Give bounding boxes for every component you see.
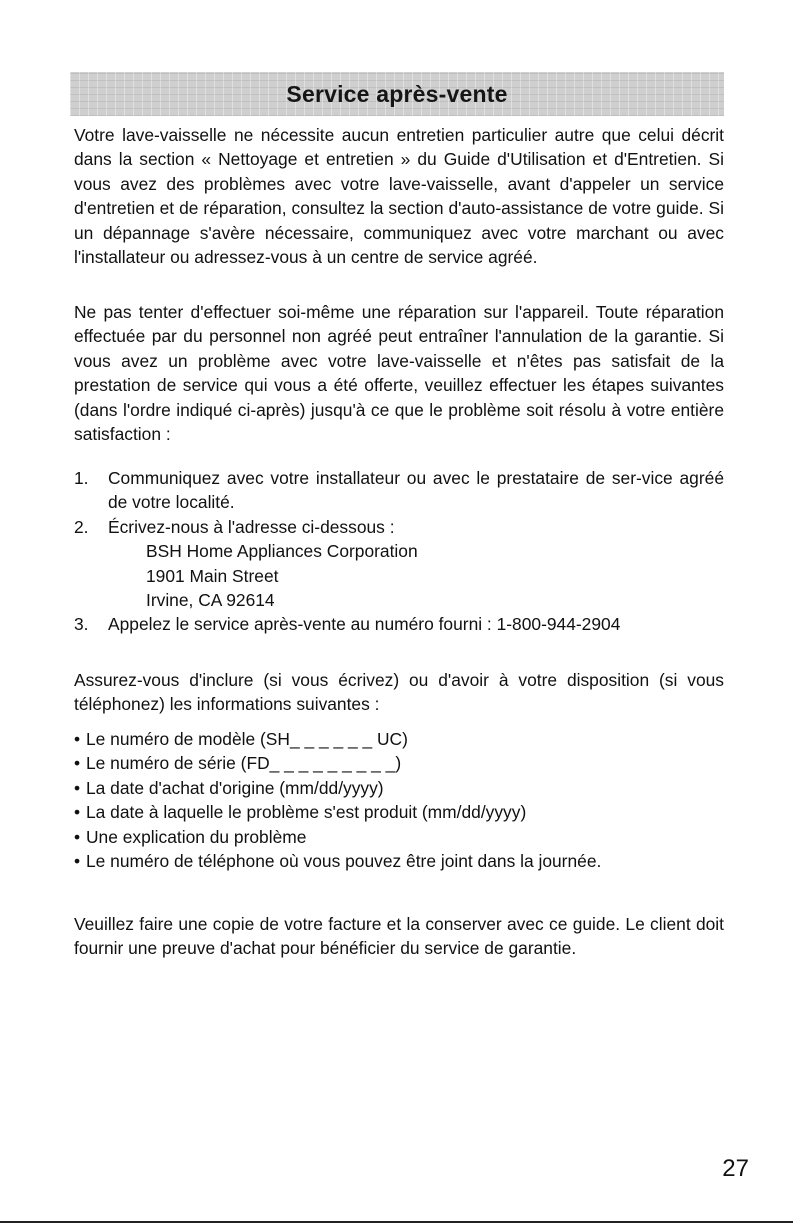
steps-list (74, 466, 724, 637)
bullet-item: • Une explication du problème (74, 825, 724, 849)
warning-paragraph: Ne pas tenter d'effectuer soi-même une réparation sur l'appareil. Toute réparation effectuée par du personnel non agréé peut entraîner l'annulation de la garantie. Si vous avez un problème avec votre lave-vaisselle et n'êtes pas satisfait de la prestation de service qui vous a été offerte, veuillez effectuer les étapes suivantes (dans l'ordre indiqué ci-après) jusqu'à ce que le problème soit résolu à votre entière satisfaction : (74, 302, 724, 445)
bullet-item: • Le numéro de téléphone où vous pouvez être joint dans la journée. (74, 849, 724, 873)
bullet-item: • La date d'achat d'origine (mm/dd/yyyy) (74, 776, 724, 800)
closing-paragraph: Veuillez faire une copie de votre facture et la conserver avec ce guide. Le client doit fournir une preuve d'achat pour bénéficier du service de garantie. (74, 914, 724, 959)
intro-paragraph: Votre lave-vaisselle ne nécessite aucun entretien particulier autre que celui décrit dans la section « Nettoyage et entretien » du Guide d'Utilisation et d'Entretien. Si vous avez des problèmes avec votre lave-vaisselle, avant d'appeler un service d'entretien et de réparation, consultez la section d'auto-assistance de votre guide. Si un dépannage s'avère nécessaire, communiquez avec votre marchant ou avec l'installateur ou adressez-vous à un centre de service agréé. (74, 125, 724, 268)
step-text: Appelez le service après-vente au numéro fourni : 1-800-944-2904 (108, 614, 621, 635)
section-header-banner (70, 72, 724, 116)
bullet-item: • La date à laquelle le problème s'est produit (mm/dd/yyyy) (74, 800, 724, 824)
step-number: 2. (74, 516, 89, 537)
list-item (74, 612, 724, 636)
bottom-divider (0, 1221, 793, 1223)
step-number: 3. (74, 614, 89, 635)
info-bullet-list (74, 727, 724, 873)
step-number: 1. (74, 468, 89, 488)
page-number: 27 (722, 1155, 749, 1182)
include-paragraph: Assurez-vous d'inclure (si vous écrivez) ou d'avoir à votre disposition (si vous téléphonez) les informations suivantes : (74, 670, 724, 715)
step-text: Écrivez-nous à l'adresse ci-dessous : (108, 516, 395, 537)
address-line-city: Irvine, CA 92614 (146, 590, 275, 610)
bullet-item: • Le numéro de modèle (SH_ _ _ _ _ _ UC) (74, 727, 724, 751)
list-item (74, 466, 724, 515)
bullet-item: • Le numéro de série (FD_ _ _ _ _ _ _ _ _) (74, 751, 724, 775)
address-line-street: 1901 Main Street (146, 565, 279, 586)
step-text: Communiquez avec votre installateur ou avec le prestataire de ser-vice agréé de votre localité. (108, 468, 724, 513)
list-item (74, 515, 724, 539)
page-title: Service après-vente (286, 80, 508, 107)
mailing-address (74, 539, 724, 612)
address-line-company: BSH Home Appliances Corporation (146, 541, 418, 562)
